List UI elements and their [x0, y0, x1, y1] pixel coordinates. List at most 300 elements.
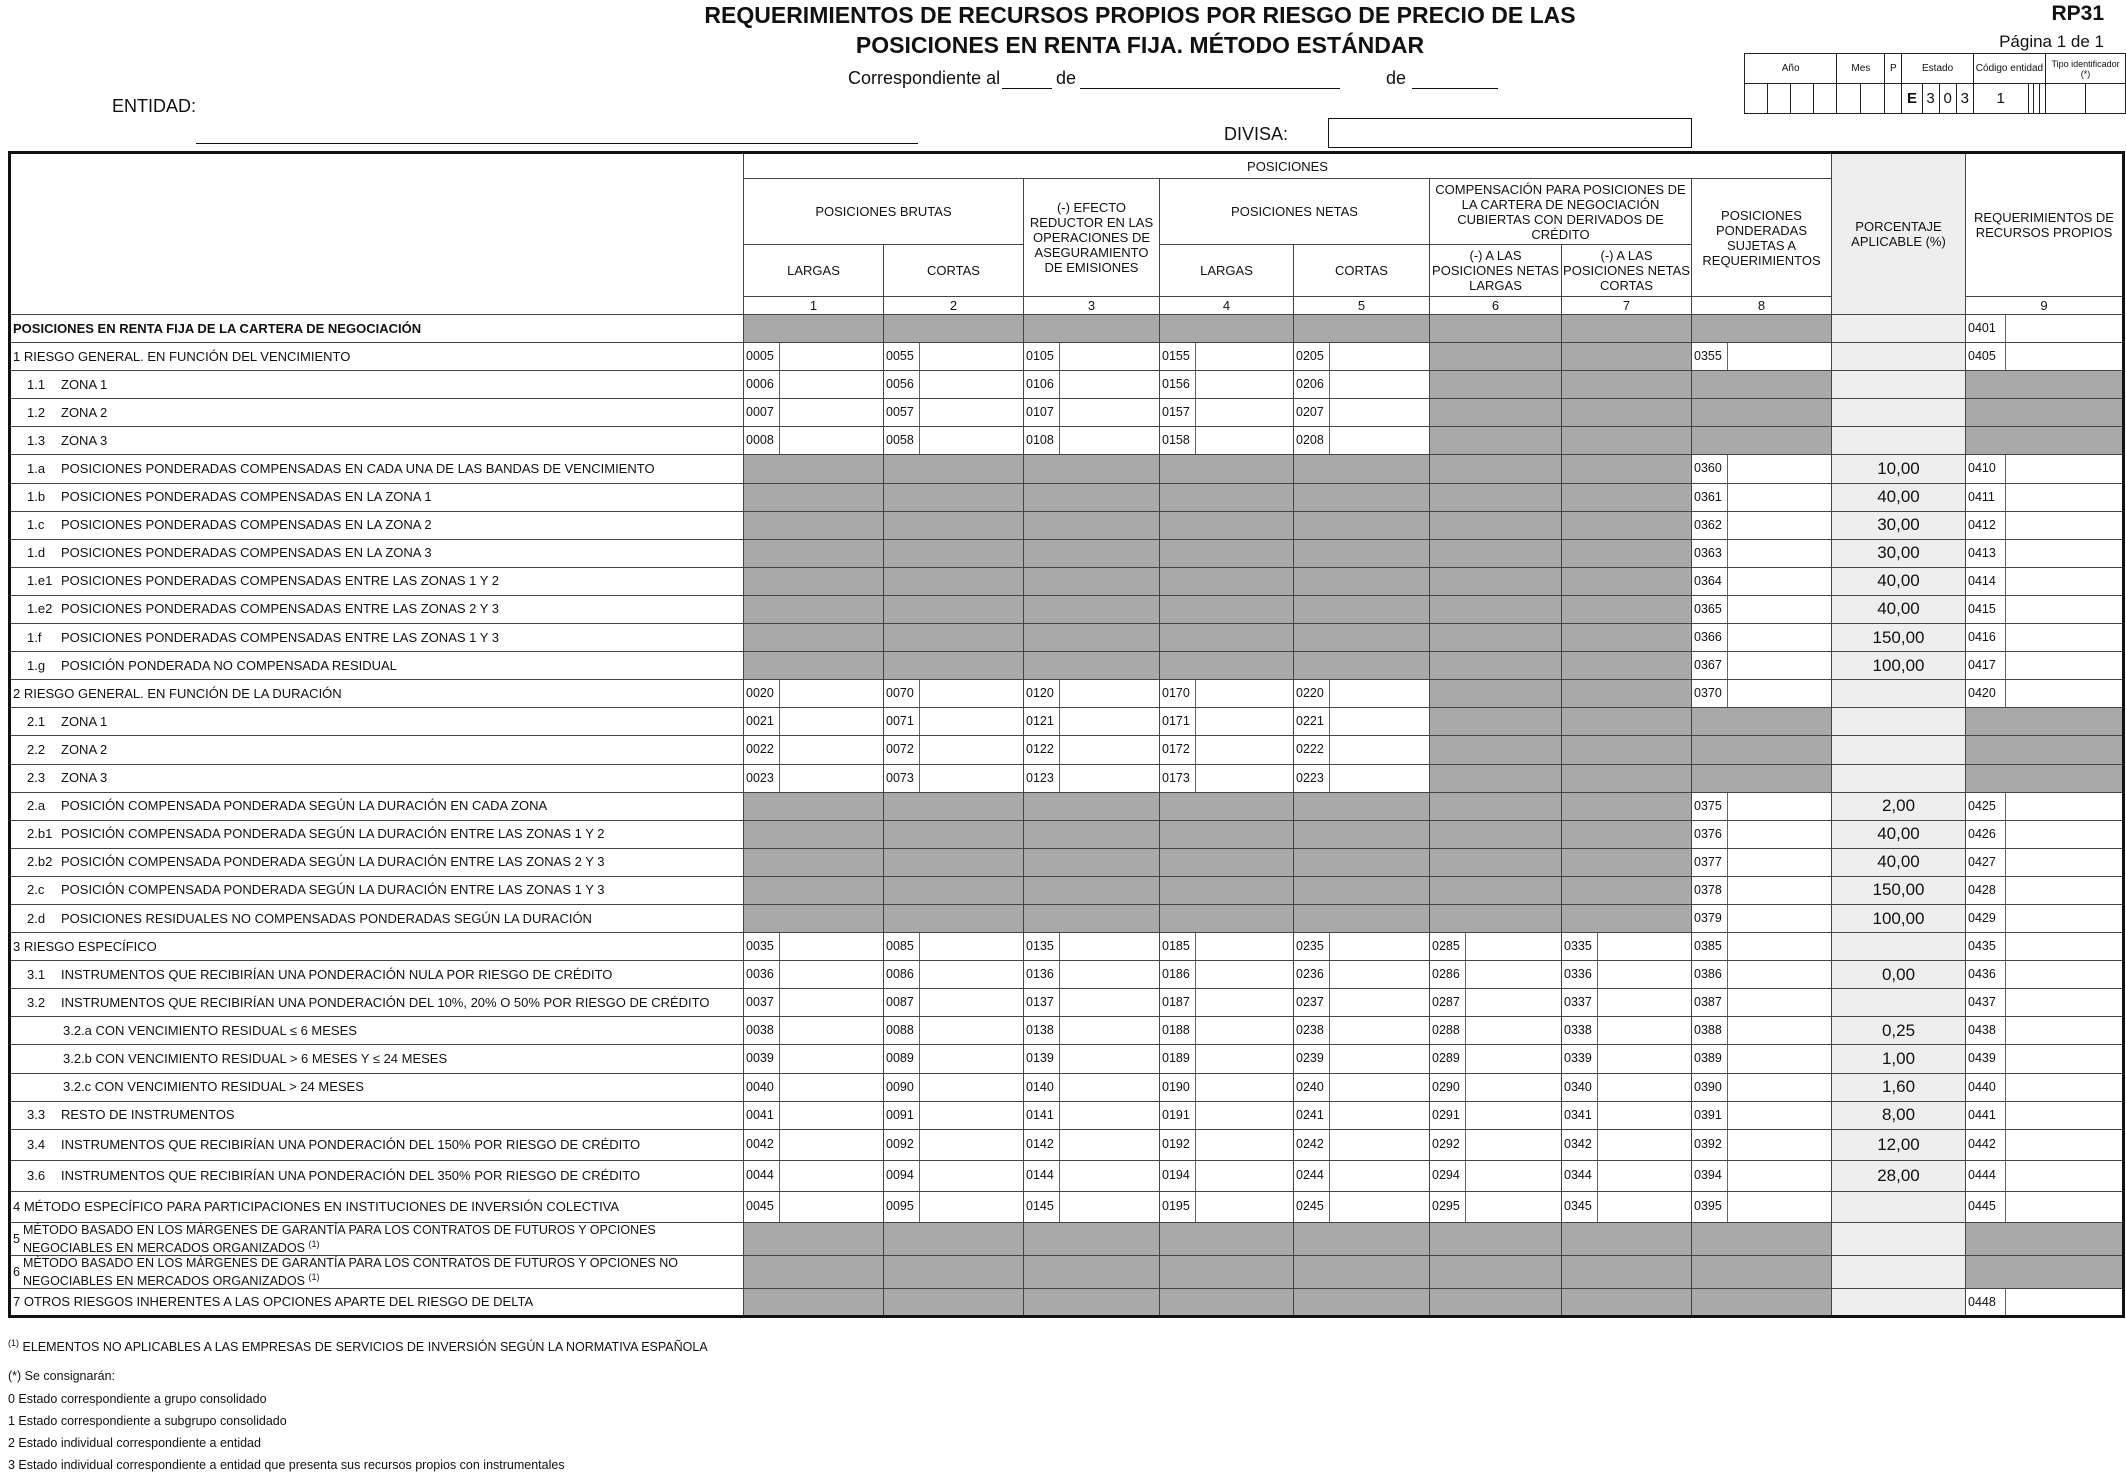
input-cell[interactable]: [1692, 1017, 1832, 1045]
disabled-cell: [1430, 736, 1562, 764]
row-code: 2.2: [27, 741, 46, 757]
cell-code: 0073: [884, 765, 920, 792]
requirement-cell[interactable]: [1966, 1073, 2124, 1101]
input-cell[interactable]: [1294, 343, 1430, 371]
input-cell[interactable]: [884, 399, 1024, 427]
input-cell[interactable]: [744, 961, 884, 989]
requirement-cell[interactable]: [1966, 989, 2124, 1017]
cell-code: 0440: [1966, 1074, 2006, 1101]
input-cell[interactable]: [744, 427, 884, 455]
disabled-cell: [884, 315, 1024, 343]
input-cell[interactable]: [1024, 343, 1160, 371]
cell-code: 0221: [1294, 708, 1330, 735]
col-number: 1: [744, 297, 884, 315]
cell-code: 0427: [1966, 849, 2006, 876]
input-cell[interactable]: [1692, 792, 1832, 820]
input-cell[interactable]: [744, 399, 884, 427]
row-text: [23, 1256, 723, 1288]
input-cell[interactable]: [744, 680, 884, 708]
input-cell[interactable]: [884, 1073, 1024, 1101]
cell-code: 0155: [1160, 343, 1196, 370]
disabled-cell: [744, 567, 884, 595]
input-cell[interactable]: [1430, 1101, 1562, 1129]
input-cell[interactable]: [1024, 1129, 1160, 1160]
cell-code: 0023: [744, 765, 780, 792]
percentage-cell: [1832, 343, 1966, 371]
cell-code: 0194: [1160, 1161, 1196, 1191]
input-cell[interactable]: [1430, 1073, 1562, 1101]
input-cell[interactable]: [1024, 1073, 1160, 1101]
requirement-cell[interactable]: [1966, 1045, 2124, 1073]
input-cell[interactable]: [1294, 427, 1430, 455]
cell-code: 0387: [1692, 989, 1728, 1016]
input-cell[interactable]: [1430, 1160, 1562, 1191]
input-cell[interactable]: [744, 1191, 884, 1222]
cell-code: 0222: [1294, 736, 1330, 763]
cell-code: 0195: [1160, 1192, 1196, 1222]
input-cell[interactable]: [1024, 708, 1160, 736]
input-cell[interactable]: [744, 1073, 884, 1101]
id-cell[interactable]: [1814, 84, 1837, 114]
row-text: RESTO DE INSTRUMENTOS: [61, 1107, 235, 1123]
input-cell[interactable]: [1024, 961, 1160, 989]
disabled-cell: [1160, 652, 1294, 680]
input-cell[interactable]: [1430, 1191, 1562, 1222]
input-cell[interactable]: [1294, 399, 1430, 427]
input-cell[interactable]: [1692, 1101, 1832, 1129]
input-cell[interactable]: [1692, 652, 1832, 680]
row-code: 2.a: [27, 798, 46, 814]
input-cell[interactable]: [1160, 371, 1294, 399]
input-cell[interactable]: [1024, 427, 1160, 455]
col-header-posiciones: POSICIONES: [744, 153, 1832, 179]
id-cell[interactable]: [1885, 84, 1902, 114]
requirement-cell[interactable]: [1966, 343, 2124, 371]
requirement-cell[interactable]: [1966, 961, 2124, 989]
percentage-cell: 150,00: [1832, 624, 1966, 652]
row-text: ZONA 1: [61, 376, 108, 392]
cell-code: 0038: [744, 1017, 780, 1044]
input-cell[interactable]: [1562, 1191, 1692, 1222]
input-cell[interactable]: [884, 427, 1024, 455]
disabled-cell: [1294, 848, 1430, 876]
input-cell[interactable]: [884, 736, 1024, 764]
requirement-cell[interactable]: [1966, 652, 2124, 680]
input-cell[interactable]: [1430, 933, 1562, 961]
disabled-cell: [1562, 399, 1692, 427]
input-cell[interactable]: [1692, 511, 1832, 539]
disabled-cell: [1692, 1222, 1832, 1255]
cell-code: 0172: [1160, 736, 1196, 763]
disabled-cell: [1294, 455, 1430, 483]
month-field[interactable]: [1080, 88, 1340, 89]
input-cell[interactable]: [1692, 961, 1832, 989]
cell-code: 0020: [744, 680, 780, 707]
col-number: 5: [1294, 297, 1430, 315]
col-header-largas: LARGAS: [744, 245, 884, 297]
row-code: 2.b1: [27, 826, 53, 842]
input-cell[interactable]: [1692, 933, 1832, 961]
input-cell[interactable]: [1692, 680, 1832, 708]
input-cell[interactable]: [884, 1191, 1024, 1222]
cell-code: 0289: [1430, 1045, 1466, 1072]
table-row: [10, 624, 2124, 652]
input-cell[interactable]: [1024, 371, 1160, 399]
requirement-cell[interactable]: [1966, 483, 2124, 511]
input-cell[interactable]: [1430, 1017, 1562, 1045]
disabled-cell: [1430, 848, 1562, 876]
col-number: 3: [1024, 297, 1160, 315]
input-cell[interactable]: [1294, 708, 1430, 736]
input-cell[interactable]: [1160, 989, 1294, 1017]
input-cell[interactable]: [1692, 567, 1832, 595]
requirement-cell[interactable]: [1966, 1017, 2124, 1045]
disabled-cell: [1024, 876, 1160, 904]
input-cell[interactable]: [744, 1017, 884, 1045]
input-cell[interactable]: [1160, 1045, 1294, 1073]
cell-code: 0206: [1294, 371, 1330, 398]
row-code: 1.b: [27, 489, 46, 505]
input-cell[interactable]: [1294, 1101, 1430, 1129]
input-cell[interactable]: [1160, 1017, 1294, 1045]
requirement-cell[interactable]: [1966, 539, 2124, 567]
input-cell[interactable]: [1430, 1045, 1562, 1073]
input-cell[interactable]: [744, 1129, 884, 1160]
input-cell[interactable]: [1294, 933, 1430, 961]
input-cell[interactable]: [744, 989, 884, 1017]
disabled-cell: [1430, 764, 1562, 792]
de-label-1: de: [1056, 68, 1077, 88]
table-row: [10, 1160, 2124, 1191]
percentage-cell: 40,00: [1832, 820, 1966, 848]
footnote-item: 1 Estado correspondiente a subgrupo consolidado: [8, 1414, 287, 1428]
cell-code: 0236: [1294, 961, 1330, 988]
percentage-cell: 40,00: [1832, 567, 1966, 595]
requirement-cell[interactable]: [1966, 511, 2124, 539]
disabled-cell: [1024, 624, 1160, 652]
input-cell[interactable]: [1160, 1129, 1294, 1160]
row-label: [10, 792, 744, 820]
input-cell[interactable]: [744, 343, 884, 371]
disabled-cell: [1562, 343, 1692, 371]
cell-code: 0416: [1966, 624, 2006, 651]
cell-code: 0294: [1430, 1161, 1466, 1191]
requirement-cell[interactable]: [1966, 567, 2124, 595]
input-cell[interactable]: [744, 1160, 884, 1191]
input-cell[interactable]: [884, 989, 1024, 1017]
requirement-cell[interactable]: [1966, 904, 2124, 932]
year-field[interactable]: [1412, 88, 1498, 89]
cell-code: 0057: [884, 399, 920, 426]
input-cell[interactable]: [1692, 1073, 1832, 1101]
input-cell[interactable]: [884, 1160, 1024, 1191]
input-cell[interactable]: [1562, 1045, 1692, 1073]
input-cell[interactable]: [744, 1045, 884, 1073]
requirement-cell[interactable]: [1966, 792, 2124, 820]
input-cell[interactable]: [1294, 736, 1430, 764]
day-field[interactable]: [1002, 88, 1052, 89]
input-cell[interactable]: [744, 708, 884, 736]
input-cell[interactable]: [1160, 343, 1294, 371]
input-cell[interactable]: [884, 708, 1024, 736]
input-cell[interactable]: [1024, 1191, 1160, 1222]
input-cell[interactable]: [1692, 989, 1832, 1017]
requirement-cell[interactable]: [1966, 595, 2124, 623]
disabled-cell: [884, 792, 1024, 820]
requirement-cell[interactable]: [1966, 680, 2124, 708]
estado-cell: 0: [1939, 84, 1956, 114]
cell-code: 0417: [1966, 652, 2006, 679]
col-header-cortas: CORTAS: [1294, 245, 1430, 297]
percentage-cell: 10,00: [1832, 455, 1966, 483]
input-cell[interactable]: [1294, 764, 1430, 792]
disabled-cell: [884, 539, 1024, 567]
disabled-cell: [1430, 427, 1562, 455]
input-cell[interactable]: [1692, 904, 1832, 932]
requirement-cell[interactable]: [1966, 315, 2124, 343]
input-cell[interactable]: [1562, 1101, 1692, 1129]
input-cell[interactable]: [1692, 1129, 1832, 1160]
cell-code: 0345: [1562, 1192, 1598, 1222]
input-cell[interactable]: [1294, 371, 1430, 399]
requirement-cell[interactable]: [1966, 820, 2124, 848]
row-code: 3.1: [27, 966, 46, 982]
cell-code: 0006: [744, 371, 780, 398]
input-cell[interactable]: [1160, 1073, 1294, 1101]
input-cell[interactable]: [1562, 1017, 1692, 1045]
input-cell[interactable]: [1160, 961, 1294, 989]
cell-code: 0386: [1692, 961, 1728, 988]
row-text: ZONA 2: [61, 404, 108, 420]
disabled-cell: [1562, 539, 1692, 567]
row-code: 1.3: [27, 432, 46, 448]
percentage-cell: [1832, 399, 1966, 427]
header-blank: [10, 153, 744, 315]
id-cell[interactable]: [1837, 84, 1861, 114]
disabled-cell: [1562, 904, 1692, 932]
requirement-cell[interactable]: [1966, 876, 2124, 904]
input-cell[interactable]: [884, 1017, 1024, 1045]
input-cell[interactable]: [1024, 1045, 1160, 1073]
id-cell[interactable]: [1791, 84, 1814, 114]
input-cell[interactable]: [1430, 989, 1562, 1017]
input-cell[interactable]: [1692, 1045, 1832, 1073]
cell-code: 0188: [1160, 1017, 1196, 1044]
id-cell[interactable]: [1768, 84, 1791, 114]
row-text: POSICIÓN COMPENSADA PONDERADA SEGÚN LA DURACIÓN EN CADA ZONA: [61, 798, 548, 814]
input-cell[interactable]: [1692, 848, 1832, 876]
row-label: [10, 876, 744, 904]
input-cell[interactable]: [1294, 961, 1430, 989]
disabled-cell: [1024, 595, 1160, 623]
input-cell[interactable]: [1160, 399, 1294, 427]
input-cell[interactable]: [884, 764, 1024, 792]
id-cell[interactable]: [1745, 84, 1768, 114]
requirement-cell[interactable]: [1966, 1129, 2124, 1160]
requirement-cell[interactable]: [1966, 1289, 2124, 1317]
requirement-cell[interactable]: [1966, 1101, 2124, 1129]
input-cell[interactable]: [1692, 820, 1832, 848]
input-cell[interactable]: [884, 961, 1024, 989]
disabled-cell: [744, 483, 884, 511]
disabled-cell: [744, 1289, 884, 1317]
cell-code: 0412: [1966, 512, 2006, 539]
table-row: [10, 315, 2124, 343]
cell-code: 0208: [1294, 427, 1330, 454]
input-cell[interactable]: [1294, 1073, 1430, 1101]
table-row: [10, 680, 2124, 708]
requirement-cell[interactable]: [1966, 1160, 2124, 1191]
input-cell[interactable]: [1024, 933, 1160, 961]
id-cell[interactable]: [1861, 84, 1885, 114]
disabled-cell: [1294, 483, 1430, 511]
disabled-cell: [1294, 567, 1430, 595]
input-cell[interactable]: [1294, 1129, 1430, 1160]
input-cell[interactable]: [1024, 680, 1160, 708]
input-cell[interactable]: [1562, 1129, 1692, 1160]
input-cell[interactable]: [1692, 343, 1832, 371]
input-cell[interactable]: [1024, 764, 1160, 792]
cell-code: 0008: [744, 427, 780, 454]
cell-code: 0192: [1160, 1130, 1196, 1160]
input-cell[interactable]: [884, 1129, 1024, 1160]
cell-code: 0145: [1024, 1192, 1060, 1222]
input-cell[interactable]: [1562, 933, 1692, 961]
input-cell[interactable]: [1160, 427, 1294, 455]
input-cell[interactable]: [1692, 1191, 1832, 1222]
disabled-cell: [884, 624, 1024, 652]
input-cell[interactable]: [884, 1045, 1024, 1073]
input-cell[interactable]: [884, 1101, 1024, 1129]
disabled-cell: [1024, 652, 1160, 680]
disabled-cell: [884, 483, 1024, 511]
cell-code: 0244: [1294, 1161, 1330, 1191]
input-cell[interactable]: [1024, 1101, 1160, 1129]
requirement-cell[interactable]: [1966, 624, 2124, 652]
input-cell[interactable]: [884, 933, 1024, 961]
input-cell[interactable]: [744, 736, 884, 764]
disabled-cell: [1430, 904, 1562, 932]
input-cell[interactable]: [1160, 1101, 1294, 1129]
input-cell[interactable]: [1294, 1045, 1430, 1073]
cell-code: 0342: [1562, 1130, 1598, 1160]
requirement-cell[interactable]: [1966, 455, 2124, 483]
cell-code: 0241: [1294, 1102, 1330, 1129]
input-cell[interactable]: [1692, 624, 1832, 652]
input-cell[interactable]: [1562, 1160, 1692, 1191]
input-cell[interactable]: [1024, 1160, 1160, 1191]
input-cell[interactable]: [1692, 455, 1832, 483]
cell-code: 0106: [1024, 371, 1060, 398]
cell-code: 0187: [1160, 989, 1196, 1016]
row-label: [10, 961, 744, 989]
input-cell[interactable]: [1692, 595, 1832, 623]
entidad-field[interactable]: [196, 143, 918, 144]
input-cell[interactable]: [1160, 933, 1294, 961]
cell-code: 0291: [1430, 1102, 1466, 1129]
input-cell[interactable]: [1692, 539, 1832, 567]
disabled-cell: [1966, 1255, 2124, 1288]
table-row: [10, 708, 2124, 736]
disabled-cell: [1024, 511, 1160, 539]
input-cell[interactable]: [1160, 1160, 1294, 1191]
input-cell[interactable]: [1024, 399, 1160, 427]
divisa-field[interactable]: [1328, 118, 1692, 148]
input-cell[interactable]: [1294, 680, 1430, 708]
input-cell[interactable]: [744, 1101, 884, 1129]
input-cell[interactable]: [884, 343, 1024, 371]
cell-code: 0364: [1692, 568, 1728, 595]
table-row: [10, 876, 2124, 904]
cell-code: 0339: [1562, 1045, 1598, 1072]
input-cell[interactable]: [1692, 483, 1832, 511]
disabled-cell: [1966, 427, 2124, 455]
cell-code: 0285: [1430, 933, 1466, 960]
input-cell[interactable]: [1160, 680, 1294, 708]
input-cell[interactable]: [1692, 1160, 1832, 1191]
input-cell[interactable]: [1430, 1129, 1562, 1160]
disabled-cell: [744, 652, 884, 680]
cell-code: 0088: [884, 1017, 920, 1044]
input-cell[interactable]: [1160, 708, 1294, 736]
input-cell[interactable]: [744, 764, 884, 792]
input-cell[interactable]: [1562, 1073, 1692, 1101]
input-cell[interactable]: [1160, 764, 1294, 792]
input-cell[interactable]: [1294, 989, 1430, 1017]
footnote-ref: (1): [308, 1238, 320, 1249]
disabled-cell: [1294, 1255, 1430, 1288]
input-cell[interactable]: [1160, 1191, 1294, 1222]
input-cell[interactable]: [744, 371, 884, 399]
disabled-cell: [1430, 708, 1562, 736]
requirement-cell[interactable]: [1966, 848, 2124, 876]
cell-code: 0295: [1430, 1192, 1466, 1222]
table-row: [10, 652, 2124, 680]
tipo-cell[interactable]: [2046, 84, 2086, 114]
input-cell[interactable]: [884, 371, 1024, 399]
cell-code: 0428: [1966, 877, 2006, 904]
input-cell[interactable]: [1294, 1191, 1430, 1222]
input-cell[interactable]: [1024, 1017, 1160, 1045]
disabled-cell: [1024, 567, 1160, 595]
percentage-cell: 2,00: [1832, 792, 1966, 820]
percentage-cell: 30,00: [1832, 539, 1966, 567]
footnote-item: 2 Estado individual correspondiente a entidad: [8, 1436, 261, 1450]
input-cell[interactable]: [884, 680, 1024, 708]
percentage-cell: [1832, 1222, 1966, 1255]
disabled-cell: [884, 1255, 1024, 1288]
input-cell[interactable]: [1294, 1017, 1430, 1045]
requirement-cell[interactable]: [1966, 933, 2124, 961]
requirement-cell[interactable]: [1966, 1191, 2124, 1222]
input-cell[interactable]: [1024, 736, 1160, 764]
table-row: [10, 792, 2124, 820]
table-row: [10, 1222, 2124, 1255]
input-cell[interactable]: [1430, 961, 1562, 989]
cell-code: 0375: [1692, 793, 1728, 820]
input-cell[interactable]: [1562, 989, 1692, 1017]
input-cell[interactable]: [1692, 876, 1832, 904]
input-cell[interactable]: [1294, 1160, 1430, 1191]
col-header-requerimientos: REQUERIMIENTOS DE RECURSOS PROPIOS: [1966, 153, 2124, 297]
row-text: POSICIONES PONDERADAS COMPENSADAS EN LA ZONA 3: [61, 545, 432, 561]
input-cell[interactable]: [1562, 961, 1692, 989]
tipo-cell[interactable]: [2085, 84, 2125, 114]
input-cell[interactable]: [744, 933, 884, 961]
disabled-cell: [744, 595, 884, 623]
input-cell[interactable]: [1024, 989, 1160, 1017]
input-cell[interactable]: [1160, 736, 1294, 764]
